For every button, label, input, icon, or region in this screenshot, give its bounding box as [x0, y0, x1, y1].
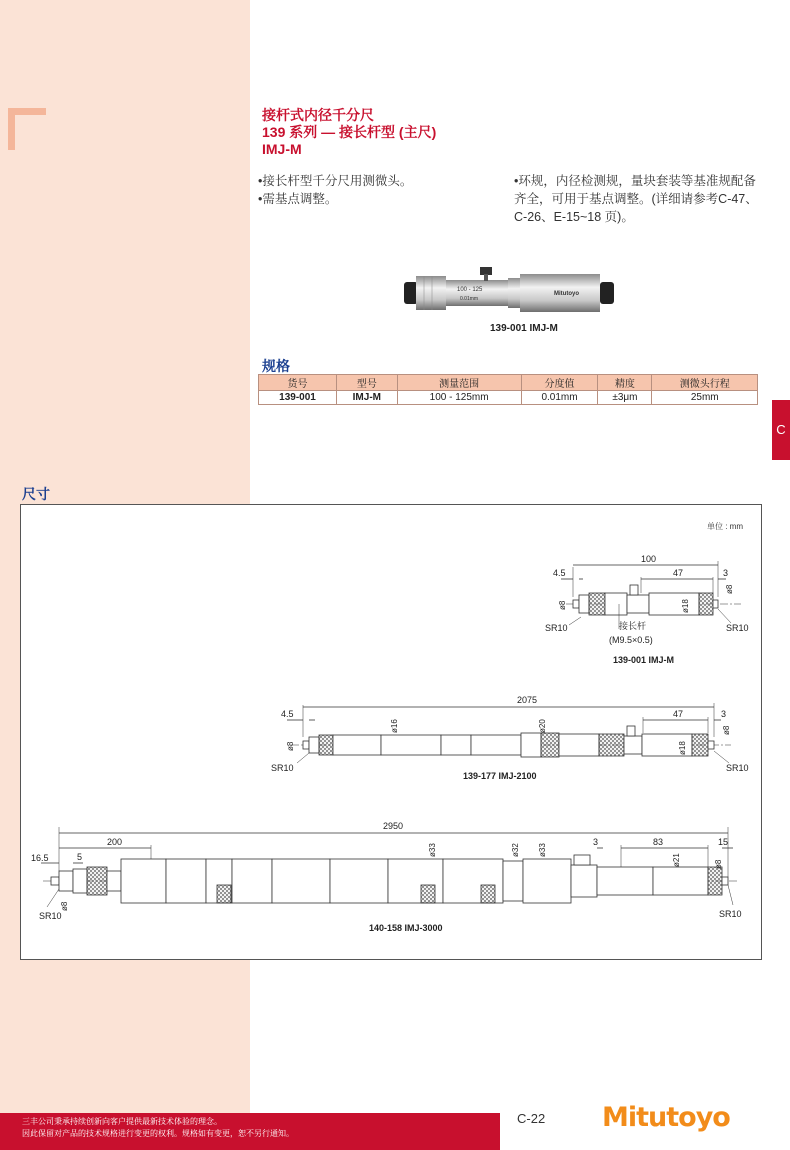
dim-length-text: 200 [107, 837, 123, 847]
corner-bracket-icon [8, 108, 46, 150]
title-line-2: 139 系列 — 接长杆型 (主尺) [262, 124, 437, 140]
dim-radius-text: SR10 [545, 623, 568, 633]
spec-col-header: 分度值 [521, 375, 598, 391]
spec-col-header: 测量范围 [397, 375, 521, 391]
dim-length-text: 5 [77, 852, 83, 862]
dim-diameter-text: ø21 [672, 853, 681, 867]
spec-table [258, 374, 758, 405]
dim-radius-text: SR10 [39, 911, 62, 921]
section-tab-c[interactable]: C [772, 400, 790, 460]
dim-radius-text: SR10 [271, 763, 294, 773]
spec-cell: IMJ-M [336, 391, 397, 405]
dim-length-text: 3 [723, 568, 729, 578]
feature-list-left [258, 172, 498, 208]
spec-col-header: 测微头行程 [652, 375, 758, 391]
photo-brand-text: Mitutoyo [554, 291, 579, 297]
feature-item: •接长杆型千分尺用测微头。 [258, 174, 413, 188]
dim-length-text: 2075 [517, 695, 538, 705]
specs-heading: 规格 [262, 358, 290, 374]
dim-diameter-text: ø32 [511, 843, 520, 857]
feature-item: •需基点调整。 [258, 192, 338, 206]
spec-cell: 100 - 125mm [397, 391, 521, 405]
spec-cell: 25mm [652, 391, 758, 405]
photo-range-text: 100 - 125 [457, 287, 483, 293]
dim-length-text: 83 [653, 837, 664, 847]
dim-length-text: 15 [718, 837, 729, 847]
product-photo [402, 262, 622, 322]
drawing-caption: 140-158 IMJ-3000 [369, 923, 443, 933]
dim-length-text: 3 [593, 837, 599, 847]
dim-diameter-text: ø18 [678, 741, 687, 755]
feature-item: •环规，内径检测规，量块套装等基准规配备齐全，可用于基点调整。(详细请参考C-47、C-26、E-15~18 页)。 [514, 174, 758, 224]
drawing-caption: 139-001 IMJ-M [613, 655, 675, 665]
spec-table-header [259, 375, 758, 391]
spec-cell: ±3μm [598, 391, 652, 405]
dim-diameter-text: ø8 [714, 859, 723, 869]
rod-label: 接长杆 [619, 621, 647, 631]
dim-length-text: 4.5 [553, 568, 566, 578]
table-row [259, 391, 758, 405]
dim-diameter-text: ø18 [681, 599, 690, 613]
footer-line: 三丰公司秉承持续创新向客户提供最新技术体验的理念。 [22, 1117, 222, 1126]
spec-cell: 139-001 [259, 391, 337, 405]
dim-length-text: 16.5 [31, 853, 49, 863]
dim-radius-text: SR10 [726, 763, 749, 773]
dim-diameter-text: ø8 [722, 725, 731, 735]
dim-radius-text: SR10 [719, 909, 742, 919]
dim-diameter-text: ø33 [428, 843, 437, 857]
feature-list-right [514, 172, 764, 226]
dim-length-text: 47 [673, 709, 684, 719]
photo-caption: 139-001 IMJ-M [490, 323, 558, 334]
photo-resolution-text: 0.01mm [460, 296, 479, 302]
spec-cell: 0.01mm [521, 391, 598, 405]
spec-col-header: 精度 [598, 375, 652, 391]
dimension-drawings [21, 505, 761, 959]
dim-diameter-text: ø20 [538, 719, 547, 733]
drawing-caption: 139-177 IMJ-2100 [463, 771, 537, 781]
drawing-139-001 [561, 561, 741, 629]
page-number: C-22 [517, 1111, 546, 1126]
dim-length-text: 4.5 [281, 709, 294, 719]
spec-col-header: 货号 [259, 375, 337, 391]
dim-diameter-text: ø8 [60, 901, 69, 911]
dim-diameter-text: ø16 [390, 719, 399, 733]
title-line-1: 接杆式内径千分尺 [262, 107, 374, 123]
dim-length-text: 47 [673, 568, 684, 578]
thread-label: (M9.5×0.5) [609, 635, 653, 645]
dim-length-text: 3 [721, 709, 727, 719]
unit-label: 单位 : mm [707, 522, 743, 531]
drawing-140-158 [41, 827, 739, 907]
spec-col-header: 型号 [336, 375, 397, 391]
dim-radius-text: SR10 [726, 623, 749, 633]
drawing-139-177 [287, 703, 731, 763]
dimension-drawing-panel [20, 504, 762, 960]
footer-disclaimer [22, 1116, 294, 1140]
title-line-3: IMJ-M [262, 141, 302, 157]
dim-diameter-text: ø8 [286, 741, 295, 751]
brand-logo: Mitutoyo [602, 1102, 730, 1133]
dim-diameter-text: ø8 [558, 600, 567, 610]
footer-line: 因此保留对产品的技术规格进行变更的权利。规格如有变更，恕不另行通知。 [22, 1129, 294, 1138]
dim-diameter-text: ø33 [538, 843, 547, 857]
dim-length-text: 100 [641, 554, 657, 564]
dim-diameter-text: ø8 [725, 584, 734, 594]
dimensions-heading: 尺寸 [22, 486, 50, 502]
dim-length-text: 2950 [383, 821, 404, 831]
product-title [262, 107, 436, 158]
